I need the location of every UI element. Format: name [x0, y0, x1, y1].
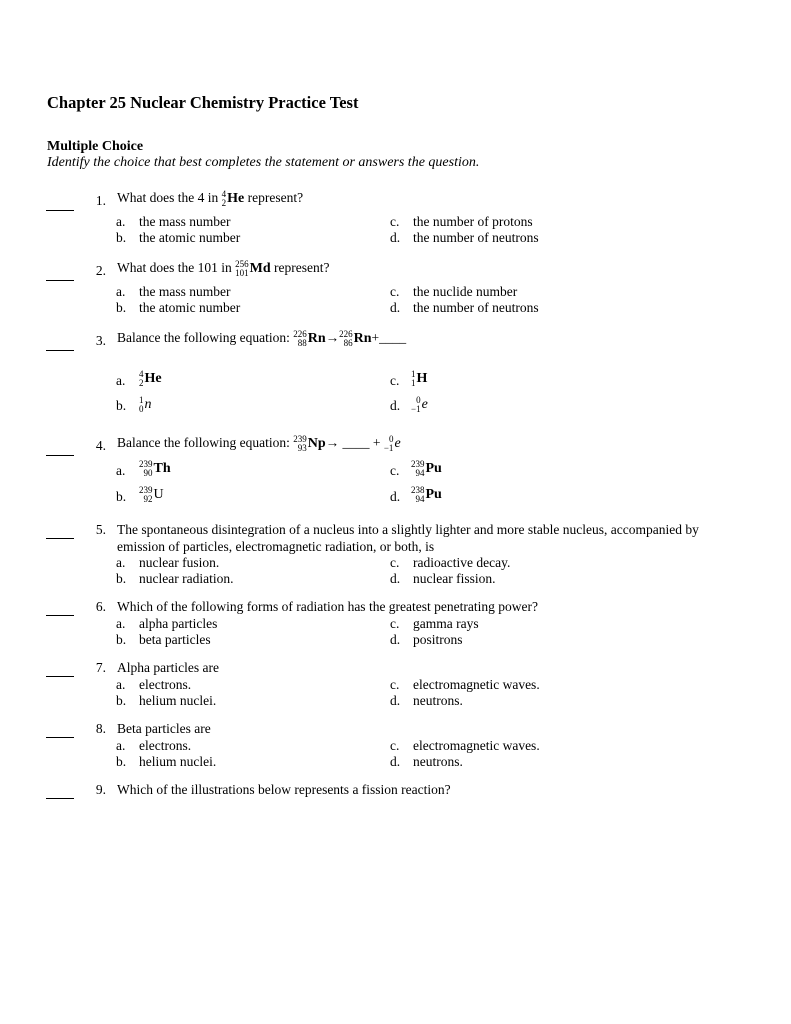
atomic-number: 2: [139, 378, 144, 388]
option-letter: b.: [116, 300, 127, 315]
nuclide-symbol: [293, 435, 325, 453]
mass-number: 0: [416, 395, 421, 405]
question-number: 8.: [95, 721, 106, 736]
question-text-3: [117, 330, 406, 348]
question-text: represent?: [247, 190, 304, 206]
atomic-number: 92: [143, 494, 153, 504]
question-text: What does the 101 in: [117, 260, 232, 276]
option-letter: b.: [116, 398, 127, 413]
option-nuclide: [411, 370, 427, 388]
option-letter: d.: [390, 398, 401, 413]
option-nuclide: [411, 396, 428, 414]
mass-number: 238: [411, 485, 425, 495]
question-text-5: The spontaneous disintegration of a nucleus into a slightly lighter and more stable nucleus, accompanied by emission of particles, electromagnetic radiation, or both, is: [117, 522, 699, 554]
option-letter: c.: [390, 373, 400, 388]
option-text: the nuclide number: [413, 284, 518, 299]
option-letter: c.: [390, 555, 400, 570]
option-text: electrons.: [139, 677, 192, 692]
element-symbol: He: [144, 371, 162, 386]
option-letter: d.: [390, 230, 401, 245]
mass-number: 239: [411, 459, 425, 469]
question-number: 5.: [95, 522, 106, 537]
question-number: 4.: [95, 438, 106, 453]
option-text: the number of neutrons: [413, 300, 539, 315]
option-text: radioactive decay.: [413, 555, 511, 570]
element-symbol: e: [394, 436, 401, 451]
option-nuclide: [139, 396, 152, 414]
element-symbol: Th: [153, 461, 171, 476]
question-text: Balance the following equation:: [117, 435, 290, 451]
option-nuclide: [139, 460, 171, 478]
question-text-2: [117, 260, 329, 278]
option-letter: c.: [390, 463, 400, 478]
question-number: 9.: [95, 782, 106, 797]
option-letter: c.: [390, 677, 400, 692]
mass-number: 1: [139, 395, 144, 405]
atomic-number: −1: [411, 404, 421, 414]
option-letter: b.: [116, 230, 127, 245]
answer-blank-9[interactable]: [46, 798, 74, 799]
mass-number: 226: [293, 329, 307, 339]
mass-number: 256: [235, 259, 249, 269]
instructions: Identify the choice that best completes the statement or answers the question.: [47, 155, 480, 170]
element-symbol: Md: [249, 261, 271, 276]
answer-blank-8[interactable]: [46, 737, 74, 738]
nuclide-symbol: [222, 190, 245, 208]
question-number: 7.: [95, 660, 106, 675]
option-nuclide: [139, 486, 164, 504]
option-letter: b.: [116, 489, 127, 504]
element-symbol: Rn: [307, 331, 326, 346]
element-symbol: Pu: [425, 487, 442, 502]
option-text: nuclear fusion.: [139, 555, 220, 570]
nuclide-symbol: [384, 435, 401, 453]
question-text: represent?: [273, 260, 330, 276]
section-heading: Multiple Choice: [47, 139, 144, 154]
atomic-number: 93: [297, 443, 307, 453]
option-letter: a.: [116, 214, 126, 229]
option-text: nuclear fission.: [413, 571, 496, 586]
option-letter: a.: [116, 555, 126, 570]
option-letter: d.: [390, 632, 401, 647]
option-letter: b.: [116, 632, 127, 647]
arrow-symbol: →: [325, 330, 340, 346]
question-text-4: [117, 435, 401, 453]
question-text-6: Which of the following forms of radiation has the greatest penetrating power?: [117, 599, 538, 614]
option-text: the number of protons: [413, 214, 533, 229]
option-letter: a.: [116, 284, 126, 299]
atomic-number: 2: [221, 198, 227, 208]
arrow-symbol: →: [325, 435, 340, 451]
option-text: neutrons.: [413, 754, 463, 769]
option-text: beta particles: [139, 632, 211, 647]
option-letter: d.: [390, 489, 401, 504]
option-text: the number of neutrons: [413, 230, 539, 245]
atomic-number: 90: [143, 468, 153, 478]
question-text-1: [117, 190, 303, 208]
atomic-number: 0: [139, 404, 144, 414]
element-symbol: H: [416, 371, 428, 386]
option-nuclide: [411, 486, 442, 504]
option-letter: d.: [390, 754, 401, 769]
element-symbol: n: [144, 397, 152, 412]
option-letter: a.: [116, 373, 126, 388]
option-letter: b.: [116, 571, 127, 586]
mass-number: 4: [139, 369, 144, 379]
equation-blank: ____: [342, 435, 370, 451]
element-symbol: Pu: [425, 461, 442, 476]
option-text: positrons: [413, 632, 463, 647]
option-letter: a.: [116, 738, 126, 753]
question-text: Balance the following equation:: [117, 330, 290, 346]
option-letter: a.: [116, 616, 126, 631]
atomic-number: −1: [383, 443, 394, 453]
atomic-number: 94: [415, 468, 425, 478]
option-text: the mass number: [139, 214, 231, 229]
option-letter: b.: [116, 693, 127, 708]
option-letter: a.: [116, 463, 126, 478]
nuclide-symbol: [293, 330, 325, 348]
option-text: nuclear radiation.: [139, 571, 234, 586]
equation-blank: ____: [379, 330, 407, 346]
atomic-number: 86: [343, 338, 353, 348]
option-text: gamma rays: [413, 616, 479, 631]
mass-number: 239: [293, 434, 307, 444]
question-number: 2.: [95, 263, 106, 278]
question-text-7: Alpha particles are: [117, 660, 219, 675]
option-letter: d.: [390, 571, 401, 586]
option-text: the mass number: [139, 284, 231, 299]
option-text: alpha particles: [139, 616, 218, 631]
option-text: neutrons.: [413, 693, 463, 708]
option-letter: c.: [390, 616, 400, 631]
plus-symbol: +: [372, 435, 381, 451]
atomic-number: 94: [415, 494, 425, 504]
mass-number: 239: [139, 485, 153, 495]
nuclide-symbol: [339, 330, 371, 348]
answer-blank-3[interactable]: [46, 350, 74, 351]
mass-number: 4: [221, 189, 227, 199]
option-letter: c.: [390, 284, 400, 299]
mass-number: 1: [411, 369, 416, 379]
option-letter: c.: [390, 738, 400, 753]
element-symbol: U: [153, 487, 164, 502]
element-symbol: e: [421, 397, 428, 412]
nuclide-symbol: [235, 260, 271, 278]
option-text: electrons.: [139, 738, 192, 753]
page-title: Chapter 25 Nuclear Chemistry Practice Test: [47, 93, 359, 112]
plus-symbol: +: [371, 330, 380, 346]
answer-blank-5[interactable]: [46, 538, 74, 539]
option-letter: b.: [116, 754, 127, 769]
option-letter: a.: [116, 677, 126, 692]
element-symbol: He: [227, 191, 245, 206]
question-number: 1.: [95, 193, 106, 208]
question-number: 6.: [95, 599, 106, 614]
option-text: electromagnetic waves.: [413, 738, 540, 753]
question-text-8: Beta particles are: [117, 721, 211, 736]
mass-number: 226: [339, 329, 353, 339]
option-letter: d.: [390, 300, 401, 315]
option-nuclide: [411, 460, 442, 478]
option-text: helium nuclei.: [139, 693, 217, 708]
option-letter: d.: [390, 693, 401, 708]
mass-number: 0: [388, 434, 394, 444]
option-letter: c.: [390, 214, 400, 229]
element-symbol: Np: [307, 436, 326, 451]
answer-blank-6[interactable]: [46, 615, 74, 616]
atomic-number: 1: [411, 378, 416, 388]
answer-blank-1[interactable]: [46, 210, 74, 211]
option-nuclide: [139, 370, 162, 388]
option-text: the atomic number: [139, 230, 241, 245]
question-text: What does the 4 in: [117, 190, 219, 206]
atomic-number: 88: [297, 338, 307, 348]
answer-blank-7[interactable]: [46, 676, 74, 677]
question-text-9: Which of the illustrations below represents a fission reaction?: [117, 782, 451, 797]
mass-number: 239: [139, 459, 153, 469]
answer-blank-4[interactable]: [46, 455, 74, 456]
question-number: 3.: [95, 333, 106, 348]
option-text: helium nuclei.: [139, 754, 217, 769]
option-text: electromagnetic waves.: [413, 677, 540, 692]
element-symbol: Rn: [353, 331, 372, 346]
option-text: the atomic number: [139, 300, 241, 315]
answer-blank-2[interactable]: [46, 280, 74, 281]
atomic-number: 101: [235, 268, 249, 278]
